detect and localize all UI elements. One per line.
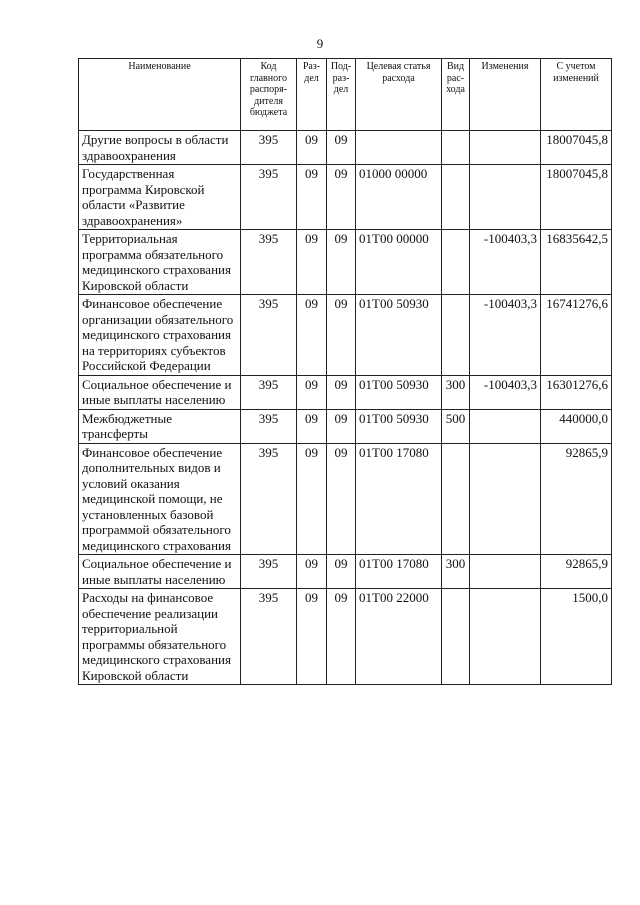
header-change: Изменения — [470, 59, 541, 131]
table-row — [79, 295, 612, 376]
cell-type: 500 — [442, 409, 470, 443]
cell-name: Социальное обеспечение и иные выплаты населению — [79, 375, 241, 409]
cell-name: Социальное обеспечение и иные выплаты населению — [79, 555, 241, 589]
cell-code: 395 — [241, 375, 297, 409]
budget-table — [78, 58, 612, 685]
cell-code: 395 — [241, 409, 297, 443]
cell-section: 09 — [297, 555, 327, 589]
table-header-row — [79, 59, 612, 131]
cell-section: 09 — [297, 589, 327, 685]
header-name: Наименование — [79, 59, 241, 131]
cell-name: Финансовое обеспечение дополнительных видов и условий оказания медицинской помощи, не установленных базовой программой обязательного медицинского страхования — [79, 443, 241, 555]
cell-target: 01Т00 50930 — [356, 375, 442, 409]
cell-code: 395 — [241, 443, 297, 555]
cell-total: 1500,0 — [541, 589, 612, 685]
table-row — [79, 131, 612, 165]
cell-subsection: 09 — [327, 589, 356, 685]
cell-type: 300 — [442, 375, 470, 409]
cell-name: Расходы на финансовое обеспечение реализации территориальной программы обязательного медицинского страхования Кировской области — [79, 589, 241, 685]
cell-code: 395 — [241, 230, 297, 295]
cell-change — [470, 165, 541, 230]
table-row — [79, 589, 612, 685]
cell-section: 09 — [297, 131, 327, 165]
header-subsection: Под-раз-дел — [327, 59, 356, 131]
cell-subsection: 09 — [327, 375, 356, 409]
table-row — [79, 230, 612, 295]
cell-total: 18007045,8 — [541, 165, 612, 230]
cell-change — [470, 409, 541, 443]
cell-target: 01Т00 00000 — [356, 230, 442, 295]
table-row — [79, 165, 612, 230]
cell-change: -100403,3 — [470, 375, 541, 409]
cell-subsection: 09 — [327, 165, 356, 230]
cell-total: 92865,9 — [541, 555, 612, 589]
cell-name: Государственная программа Кировской области «Развитие здравоохранения» — [79, 165, 241, 230]
cell-type — [442, 131, 470, 165]
cell-type — [442, 230, 470, 295]
cell-type — [442, 165, 470, 230]
cell-code: 395 — [241, 295, 297, 376]
cell-change: -100403,3 — [470, 295, 541, 376]
cell-subsection: 09 — [327, 131, 356, 165]
cell-section: 09 — [297, 295, 327, 376]
cell-target: 01000 00000 — [356, 165, 442, 230]
cell-section: 09 — [297, 165, 327, 230]
cell-type — [442, 295, 470, 376]
header-type: Вид рас-хода — [442, 59, 470, 131]
cell-total: 16301276,6 — [541, 375, 612, 409]
page-number: 9 — [316, 36, 324, 51]
cell-target — [356, 131, 442, 165]
cell-change — [470, 131, 541, 165]
cell-total: 440000,0 — [541, 409, 612, 443]
header-section: Раз-дел — [297, 59, 327, 131]
cell-change — [470, 589, 541, 685]
cell-name: Территориальная программа обязательного медицинского страхования Кировской области — [79, 230, 241, 295]
cell-code: 395 — [241, 131, 297, 165]
cell-subsection: 09 — [327, 443, 356, 555]
cell-subsection: 09 — [327, 230, 356, 295]
cell-type — [442, 443, 470, 555]
cell-code: 395 — [241, 589, 297, 685]
table-row — [79, 555, 612, 589]
cell-subsection: 09 — [327, 555, 356, 589]
cell-change: -100403,3 — [470, 230, 541, 295]
table-row — [79, 443, 612, 555]
table-row — [79, 409, 612, 443]
cell-section: 09 — [297, 375, 327, 409]
cell-total: 16741276,6 — [541, 295, 612, 376]
cell-code: 395 — [241, 165, 297, 230]
cell-type: 300 — [442, 555, 470, 589]
cell-target: 01Т00 22000 — [356, 589, 442, 685]
cell-name: Межбюджетные трансферты — [79, 409, 241, 443]
cell-target: 01Т00 17080 — [356, 555, 442, 589]
cell-code: 395 — [241, 555, 297, 589]
cell-subsection: 09 — [327, 409, 356, 443]
cell-target: 01Т00 17080 — [356, 443, 442, 555]
cell-section: 09 — [297, 230, 327, 295]
cell-total: 16835642,5 — [541, 230, 612, 295]
cell-section: 09 — [297, 443, 327, 555]
cell-type — [442, 589, 470, 685]
cell-change — [470, 443, 541, 555]
cell-total: 92865,9 — [541, 443, 612, 555]
cell-target: 01Т00 50930 — [356, 409, 442, 443]
header-total: С учетом изменений — [541, 59, 612, 131]
cell-section: 09 — [297, 409, 327, 443]
cell-target: 01Т00 50930 — [356, 295, 442, 376]
table-row — [79, 375, 612, 409]
cell-subsection: 09 — [327, 295, 356, 376]
cell-total: 18007045,8 — [541, 131, 612, 165]
cell-name: Другие вопросы в области здравоохранения — [79, 131, 241, 165]
cell-change — [470, 555, 541, 589]
cell-name: Финансовое обеспечение организации обязательного медицинского страхования на территориях субъектов Российской Федерации — [79, 295, 241, 376]
header-code: Код главного распоря-дителя бюджета — [241, 59, 297, 131]
header-target: Целевая статья расхода — [356, 59, 442, 131]
